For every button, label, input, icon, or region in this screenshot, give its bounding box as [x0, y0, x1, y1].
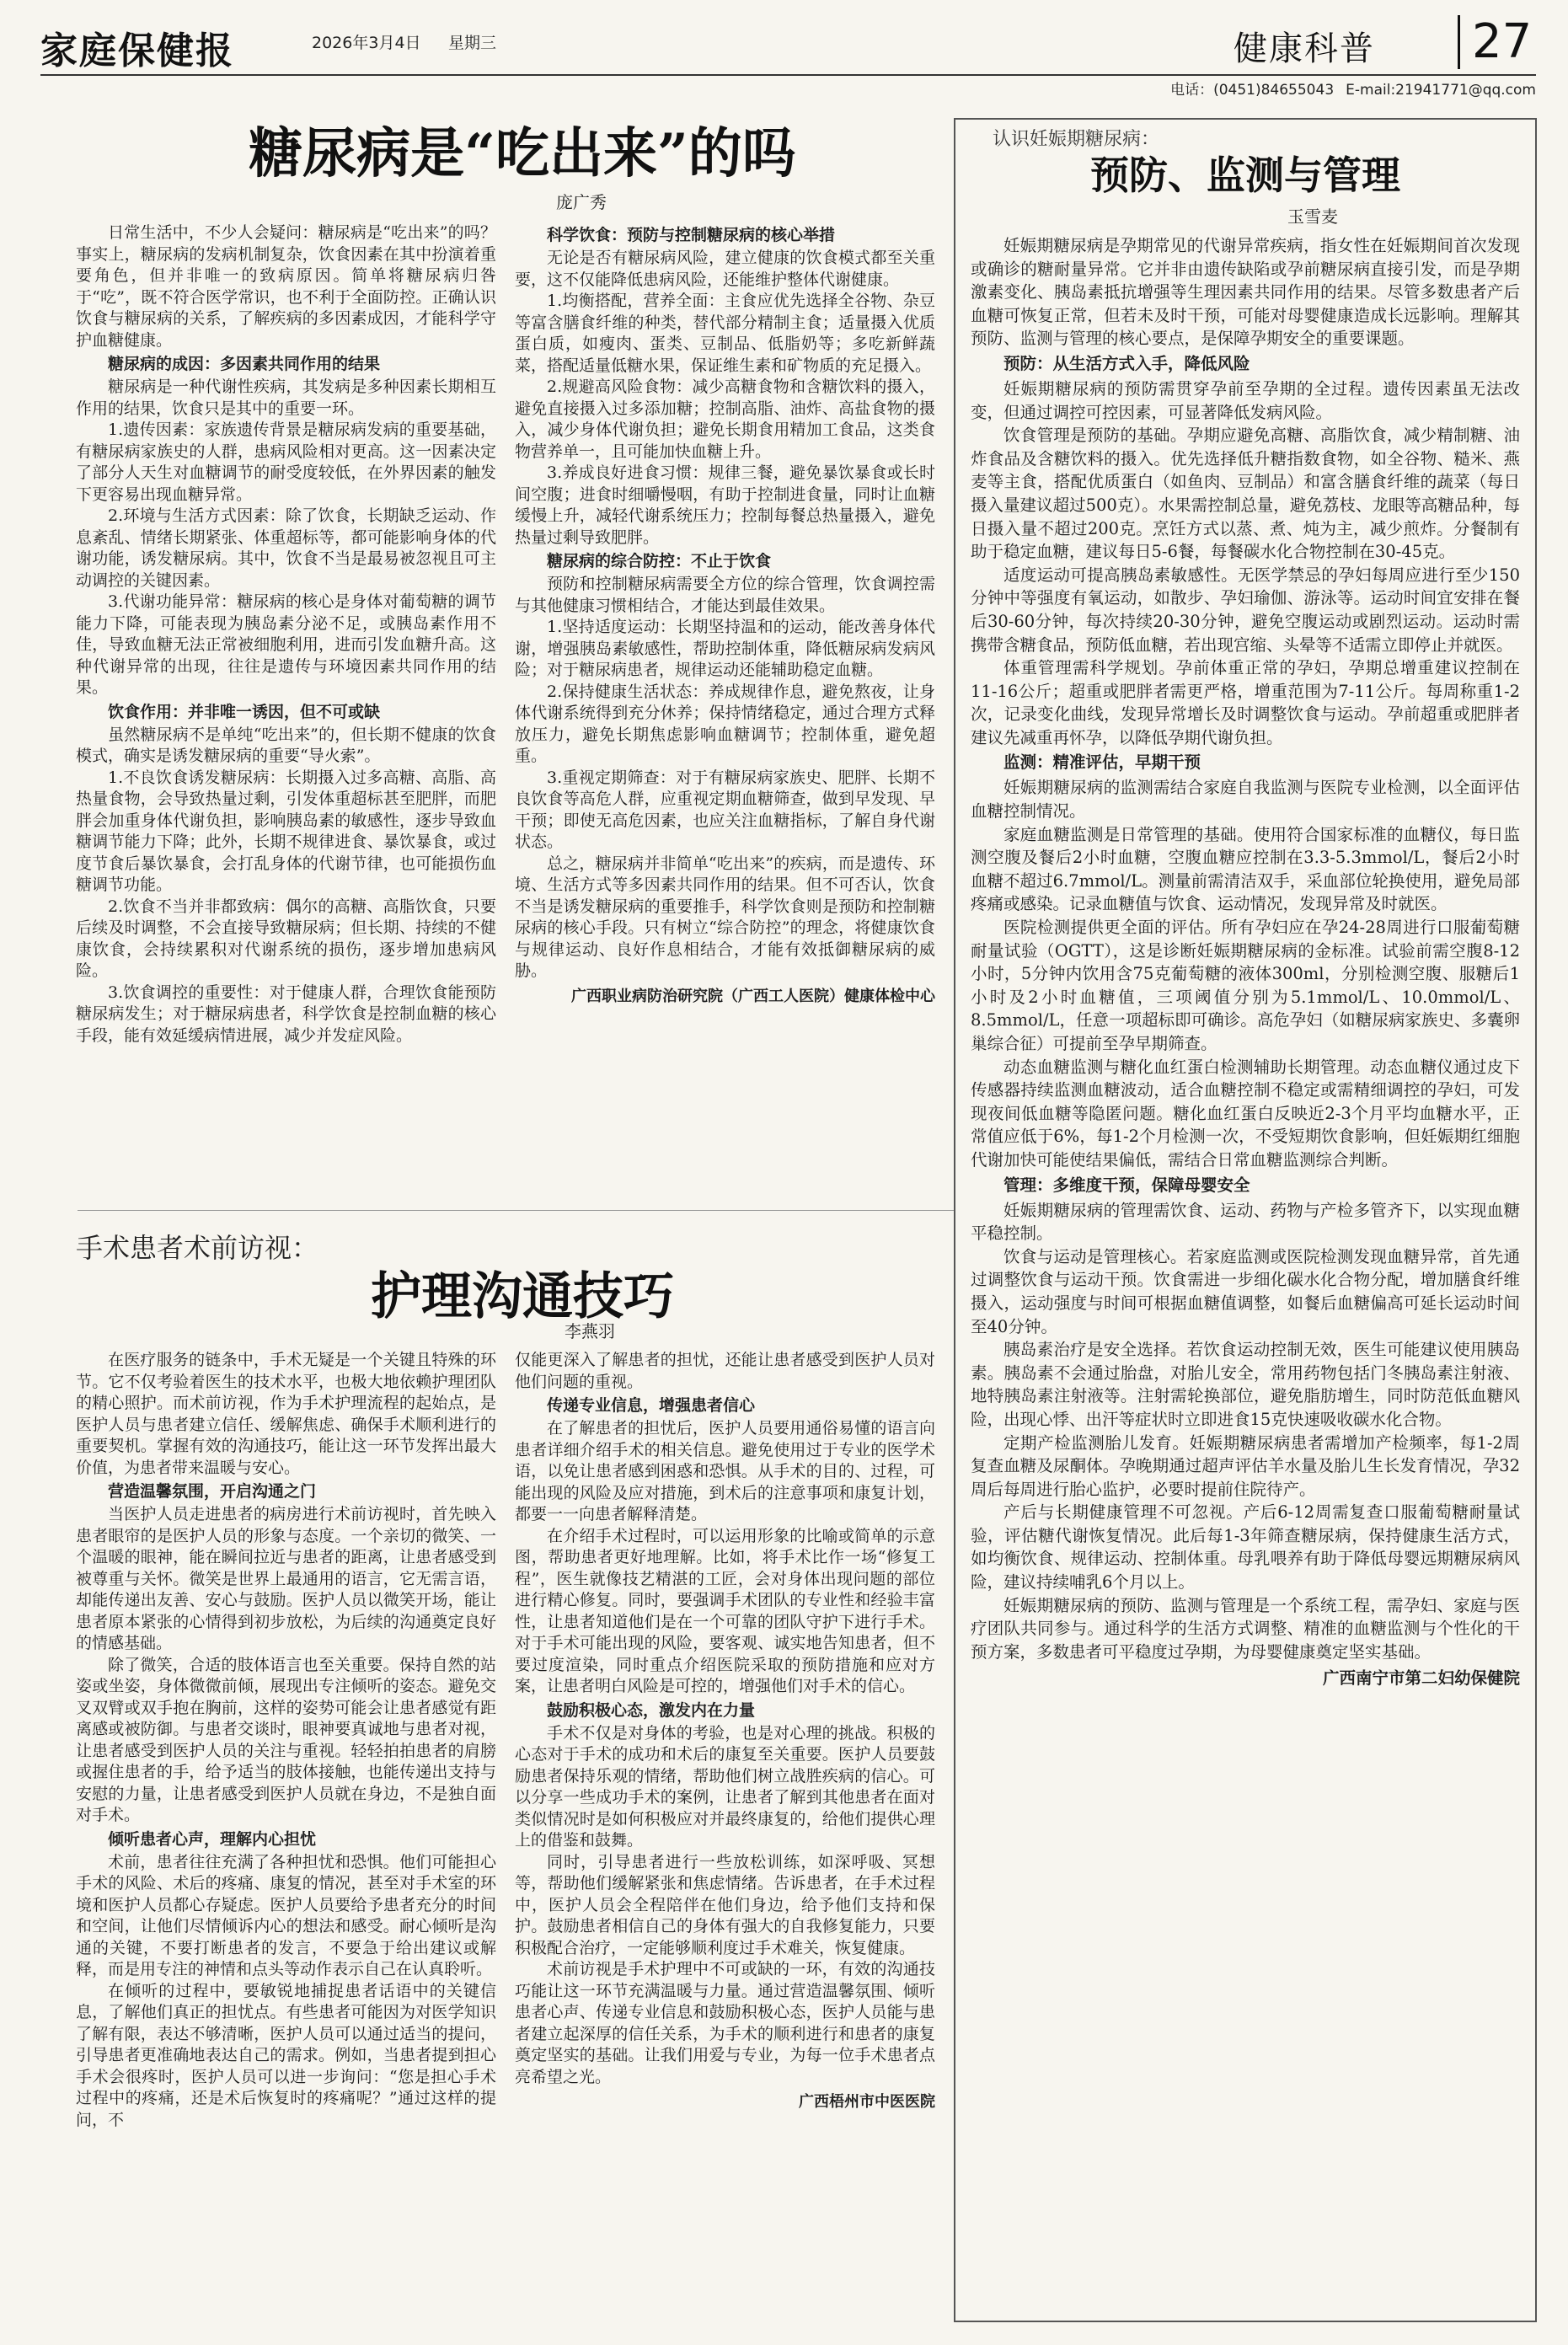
article1-title: 糖尿病是“吃出来”的吗 — [249, 122, 796, 185]
article2-signature: 广西梧州市中医医院 — [799, 2093, 935, 2111]
subheading: 饮食作用：并非唯一诱因，但不可或缺 — [108, 702, 381, 721]
masthead — [40, 14, 1536, 74]
paragraph: 2.环境与生活方式因素：除了饮食，长期缺乏运动、作息紊乱、情绪长期紧张、体重超标等，都可能影响身体的代谢功能，诱发糖尿病。其中，饮食不当是最易被忽视且可主动调控的关键因素。 — [76, 506, 496, 590]
paragraph: 在介绍手术过程时，可以运用形象的比喻或简单的示意图，帮助患者更好地理解。比如，将手术比作一场“修复工程”，医生就像技艺精湛的工匠，会对身体出现问题的部位进行精心修复。同时，要强调手术团队的专业性和经验丰富性，让患者知道他们是在一个可靠的团队守护下进行手术。对于手术可能出现的风险，要客观、诚实地告知患者，但不要过度渲染，同时重点介绍医院采取的预防措施和应对方案，让患者明白风险是可控的，增强他们对手术的信心。 — [515, 1526, 935, 1695]
subheading: 科学饮食：预防与控制糖尿病的核心举措 — [547, 226, 836, 244]
paragraph: 1.均衡搭配，营养全面：主食应优先选择全谷物、杂豆等富含膳食纤维的种类，替代部分精制主食；适量摄入优质蛋白质，如瘦肉、蛋类、豆制品、低脂奶等；多吃新鲜蔬菜，搭配适量低糖水果，保证维生素和矿物质的充足摄入。 — [515, 292, 935, 375]
article2-author: 李燕羽 — [565, 1321, 615, 1341]
contact-phone: 电话：(0451)84655043 — [1170, 82, 1335, 99]
paragraph: 术前访视是手术护理中不可或缺的一环，有效的沟通技巧能让这一环节充满温暖与力量。通过营造温馨氛围、倾听患者心声、传递专业信息和鼓励积极心态，医护人员能与患者建立起深厚的信任关系，为手术的顺利进行和患者的康复奠定坚实的基础。让我们用爱与专业，为每一位手术患者点亮希望之光。 — [515, 1960, 935, 2086]
paragraph: 体重管理需科学规划。孕前体重正常的孕妇，孕期总增重建议控制在11-16公斤；超重或肥胖者需更严格，增重范围为7-11公斤。每周称重1-2次，记录变化曲线，发现异常增长及时调整饮食与运动。孕前超重或肥胖者建议先减重再怀孕，以降低孕期代谢负担。 — [971, 658, 1520, 747]
subheading: 倾听患者心声，理解内心担忧 — [108, 1829, 317, 1849]
paragraph: 饮食与运动是管理核心。若家庭监测或医院检测发现血糖异常，首先通过调整饮食与运动干预。饮食需进一步细化碳水化合物分配，增加膳食纤维摄入，运动强度与时间可根据血糖值调整，如餐后血糖偏高可延长运动时间至40分钟。 — [971, 1246, 1520, 1336]
paragraph: 饮食管理是预防的基础。孕期应避免高糖、高脂饮食，减少精制糖、油炸食品及含糖饮料的摄入。优先选择低升糖指数食物，如全谷物、糙米、燕麦等主食，搭配优质蛋白（如鱼肉、豆制品）和富含膳食纤维的蔬菜（每日摄入量建议超过500克）。水果需控制总量，避免荔枝、龙眼等高糖品种，每日摄入量不超过200克。烹饪方式以蒸、煮、炖为主，减少煎炸。分餐制有助于稳定血糖，建议每日5-6餐，每餐碳水化合物控制在30-45克。 — [971, 426, 1520, 562]
issue-weekday: 星期三 — [448, 34, 497, 52]
contact-line — [1170, 78, 1536, 99]
paragraph: 2.饮食不当并非都致病：偶尔的高糖、高脂饮食，只要后续及时调整，不会直接导致糖尿病；但长期、持续的不健康饮食，会持续累积对代谢系统的损伤，逐步增加患病风险。 — [76, 897, 496, 980]
paragraph: 1.坚持适度运动：长期坚持温和的运动，能改善身体代谢，增强胰岛素敏感性，帮助控制体重，降低糖尿病发病风险；对于糖尿病患者，规律运动还能辅助稳定血糖。 — [515, 618, 935, 679]
paragraph: 胰岛素治疗是安全选择。若饮食运动控制无效，医生可能建议使用胰岛素。胰岛素不会通过胎盘，对胎儿安全，常用药物包括门冬胰岛素注射液、地特胰岛素注射液等。注射需轮换部位，避免脂肪增生，同时防范低血糖风险，出现心悸、出汗等症状时立即进食15克快速吸收碳水化合物。 — [971, 1340, 1520, 1429]
page-number: 27 — [1458, 15, 1532, 69]
issue-date: 2026年3月4日 — [312, 34, 421, 52]
section-name: 健康科普 — [1234, 29, 1375, 68]
paragraph: 虽然糖尿病不是单纯“吃出来”的，但长期不健康的饮食模式，确实是诱发糖尿病的重要“导火索”。 — [76, 725, 496, 765]
paragraph: 定期产检监测胎儿发育。妊娠期糖尿病患者需增加产检频率，每1-2周复查血糖及尿酮体。孕晚期通过超声评估羊水量及胎儿生长发育情况，孕32周后每周进行胎心监护，必要时提前住院待产。 — [971, 1432, 1520, 1499]
paragraph: 同时，引导患者进行一些放松训练，如深呼吸、冥想等，帮助他们缓解紧张和焦虑情绪。告诉患者，在手术过程中，医护人员会全程陪伴在他们身边，给予他们支持和保护。鼓励患者相信自己的身体有强大的自我修复能力，只要积极配合治疗，一定能够顺利度过手术难关，恢复健康。 — [515, 1852, 935, 1957]
article3-author: 玉雪麦 — [1287, 206, 1338, 227]
paragraph: 医院检测提供更全面的评估。所有孕妇应在孕24-28周进行口服葡萄糖耐量试验（OGTT），这是诊断妊娠期糖尿病的金标准。试验前需空腹8-12小时，5分钟内饮用含75克葡萄糖的液体300ml，分别检测空腹、服糖后1小时及2小时血糖值，三项阈值分别为5.1mmol/L、10.0mmol/L、8.5mmol/L，任意一项超标即可确诊。高危孕妇（如糖尿病家族史、多囊卵巢综合征）可提前至孕早期筛查。 — [971, 918, 1520, 1053]
subheading: 传递专业信息，增强患者信心 — [547, 1396, 756, 1415]
article1-column-1 — [76, 222, 496, 1200]
paragraph: 总之，糖尿病并非简单“吃出来”的疾病，而是遗传、环境、生活方式等多因素共同作用的结果。但不可否认，饮食不当是诱发糖尿病的重要推手，科学饮食则是预防和控制糖尿病的核心手段。只有树立“综合防控”的理念，将健康饮食与规律运动、良好作息相结合，才能有效抵御糖尿病的威胁。 — [515, 854, 935, 980]
subheading: 管理：多维度干预，保障母婴安全 — [1003, 1175, 1250, 1195]
article-gestational-diabetes — [954, 118, 1537, 2322]
article-divider — [78, 1210, 954, 1211]
subheading: 预防：从生活方式入手，降低风险 — [1003, 353, 1250, 373]
paragraph: 在倾听的过程中，要敏锐地捕捉患者话语中的关键信息，了解他们真正的担忧点。有些患者可能因为对医学知识了解有限，表达不够清晰，医护人员可以通过适当的提问，引导患者更准确地表达自己的需求。例如，当患者提到担心手术会很疼时，医护人员可以进一步询问：“您是担心手术过程中的疼痛，还是术后恢复时的疼痛呢？”通过这样的提问，不 — [76, 1981, 496, 2129]
paragraph: 妊娠期糖尿病的监测需结合家庭自我监测与医院专业检测，以全面评估血糖控制情况。 — [971, 778, 1520, 822]
article2-column-1 — [76, 1350, 496, 2319]
newspaper-name: 家庭保健报 — [40, 29, 234, 72]
paragraph: 3.饮食调控的重要性：对于健康人群，合理饮食能预防糖尿病发生；对于糖尿病患者，科学饮食是控制血糖的核心手段，能有效延缓病情进展，减少并发症风险。 — [76, 982, 496, 1045]
subheading: 糖尿病的综合防控：不止于饮食 — [547, 552, 772, 570]
article2-pretitle: 手术患者术前访视： — [76, 1232, 319, 1264]
paragraph: 在了解患者的担忧后，医护人员要用通俗易懂的语言向患者详细介绍手术的相关信息。避免使用过于专业的医学术语，以免让患者感到困惑和恐惧。从手术的目的、过程，可能出现的风险及应对措施，到术后的注意事项和康复计划，都要一一向患者解释清楚。 — [515, 1419, 935, 1523]
paragraph: 3.代谢功能异常：糖尿病的核心是身体对葡萄糖的调节能力下降，可能表现为胰岛素分泌不足，或胰岛素作用不佳，导致血糖无法正常被细胞利用，进而引发血糖升高。这种代谢异常的出现，往往是遗传与环境因素共同作用的结果。 — [76, 592, 496, 697]
paragraph: 无论是否有糖尿病风险，建立健康的饮食模式都至关重要，这不仅能降低患病风险，还能维护整体代谢健康。 — [515, 249, 935, 289]
article3-title: 预防、监测与管理 — [1090, 153, 1400, 198]
article2-title: 护理沟通技巧 — [371, 1267, 674, 1326]
article-preop-visit — [76, 1227, 969, 2322]
paragraph: 1.遗传因素：家族遗传背景是糖尿病发病的重要基础，有糖尿病家族史的人群，患病风险相对更高。这一因素决定了部分人天生对血糖调节的耐受度较低，在外界因素的触发下更容易出现血糖异常。 — [76, 420, 496, 504]
paragraph: 妊娠期糖尿病的管理需饮食、运动、药物与产检多管齐下，以实现血糖平稳控制。 — [971, 1200, 1520, 1244]
paragraph: 2.规避高风险食物：减少高糖食物和含糖饮料的摄入，避免直接摄入过多添加糖；控制高脂、油炸、高盐食物的摄入，减少身体代谢负担；避免长期食用精加工食品，这类食物营养单一，且可能加快血糖上升。 — [515, 377, 935, 461]
paragraph: 2.保持健康生活状态：养成规律作息，避免熬夜，让身体代谢系统得到充分休养；保持情绪稳定，通过合理方式释放压力，避免长期焦虑影响血糖调节；控制体重，避免超重。 — [515, 682, 935, 765]
paragraph: 日常生活中，不少人会疑问：糖尿病是“吃出来”的吗？事实上，糖尿病的发病机制复杂，饮食因素在其中扮演着重要角色，但并非唯一的致病原因。简单将糖尿病归咎于“吃”，既不符合医学常识，也不利于全面防控。正确认识饮食与糖尿病的关系，了解疾病的多因素成因，才能科学守护血糖健康。 — [76, 223, 496, 350]
article-diabetes — [76, 118, 969, 1205]
subheading: 糖尿病的成因：多因素共同作用的结果 — [108, 355, 381, 373]
paragraph: 动态血糖监测与糖化血红蛋白检测辅助长期管理。动态血糖仪通过皮下传感器持续监测血糖波动，适合血糖控制不稳定或需精细调控的孕妇，可发现夜间低血糖等隐匿问题。糖化血红蛋白反映近2-3个月平均血糖水平，正常值应低于6%，每1-2个月检测一次，不受短期饮食影响，但妊娠期红细胞代谢加快可能使结果偏低，需结合日常血糖监测综合判断。 — [971, 1057, 1520, 1170]
paragraph: 手术不仅是对身体的考验，也是对心理的挑战。积极的心态对于手术的成功和术后的康复至关重要。医护人员要鼓励患者保持乐观的情绪，帮助他们树立战胜疾病的信心。可以分享一些成功手术的案例，让患者了解到其他患者在面对类似情况时是如何积极应对并最终康复的，给他们提供心理上的借鉴和鼓舞。 — [515, 1723, 935, 1850]
article1-author: 庞广秀 — [556, 192, 607, 212]
paragraph: 3.重视定期筛查：对于有糖尿病家族史、肥胖、长期不良饮食等高危人群，应重视定期血糖筛查，做到早发现、早干预；即使无高危因素，也应关注血糖指标，了解自身代谢状态。 — [515, 768, 935, 851]
masthead-rule — [40, 74, 1536, 76]
subheading: 鼓励积极心态，激发内在力量 — [547, 1700, 756, 1720]
paragraph: 妊娠期糖尿病的预防、监测与管理是一个系统工程，需孕妇、家庭与医疗团队共同参与。通过科学的生活方式调整、精准的血糖监测与个性化的干预方案，多数患者可平稳度过孕期，为母婴健康奠定坚实基础。 — [971, 1595, 1520, 1662]
subheading: 营造温馨氛围，开启沟通之门 — [108, 1482, 317, 1501]
article3-pretitle: 认识妊娠期糖尿病： — [993, 129, 1160, 150]
article1-signature: 广西职业病防治研究院（广西工人医院）健康体检中心 — [571, 987, 935, 1005]
paragraph: 妊娠期糖尿病是孕期常见的代谢异常疾病，指女性在妊娠期间首次发现或确诊的糖耐量异常。它并非由遗传缺陷或孕前糖尿病直接引发，而是孕期激素变化、胰岛素抵抗增强等生理因素共同作用的结果。尽管多数患者产后血糖可恢复正常，但若未及时干预，可能对母婴健康造成长远影响。理解其预防、监测与管理的核心要点，是保障孕期安全的重要课题。 — [971, 236, 1520, 349]
contact-email: E-mail:21941771@qq.com — [1346, 82, 1536, 99]
paragraph: 在医疗服务的链条中，手术无疑是一个关键且特殊的环节。它不仅考验着医生的技术水平，也极大地依赖护理团队的精心照护。而术前访视，作为手术护理流程的起始点，是医护人员与患者建立信任、缓解焦虑、确保手术顺利进行的重要契机。掌握有效的沟通技巧，能让这一环节发挥出最大价值，为患者带来温暖与安心。 — [76, 1351, 496, 1477]
article1-column-2 — [515, 222, 935, 1200]
paragraph: 家庭血糖监测是日常管理的基础。使用符合国家标准的血糖仪，每日监测空腹及餐后2小时血糖，空腹血糖应控制在3.3-5.3mmol/L，餐后2小时血糖不超过6.7mmol/L。测量前需清洁双手，采血部位轮换使用，避免局部疼痛或感染。记录血糖值与饮食、运动情况，发现异常及时就医。 — [971, 824, 1520, 914]
paragraph: 产后与长期健康管理不可忽视。产后6-12周需复查口服葡萄糖耐量试验，评估糖代谢恢复情况。此后每1-3年筛查糖尿病，保持健康生活方式，如均衡饮食、规律运动、控制体重。母乳喂养有助于降低母婴远期糖尿病风险，建议持续哺乳6个月以上。 — [971, 1502, 1520, 1593]
paragraph: 除了微笑，合适的肢体语言也至关重要。保持自然的站姿或坐姿，身体微微前倾，展现出专注倾听的姿态。避免交叉双臂或双手抱在胸前，这样的姿势可能会让患者感觉有距离感或被防御。与患者交谈时，眼神要真诚地与患者对视，让患者感受到医护人员的关注与重视。轻轻拍拍患者的肩膀或握住患者的手，给予适当的肢体接触，也能传递出支持与安慰的力量，让患者感受到医护人员就在身边，不是独自面对手术。 — [76, 1655, 496, 1824]
paragraph: 糖尿病是一种代谢性疾病，其发病是多种因素长期相互作用的结果，饮食只是其中的重要一环。 — [76, 377, 496, 418]
article1-body — [76, 222, 935, 1200]
article2-column-2 — [515, 1350, 935, 2319]
paragraph: 妊娠期糖尿病的预防需贯穿孕前至孕期的全过程。遗传因素虽无法改变，但通过调控可控因素，可显著降低发病风险。 — [971, 378, 1520, 422]
paragraph: 当医护人员走进患者的病房进行术前访视时，首先映入患者眼帘的是医护人员的形象与态度。一个亲切的微笑、一个温暖的眼神，能在瞬间拉近与患者的距离，让患者感受到被尊重与关怀。微笑是世界上最通用的语言，它无需言语，却能传递出友善、安心与鼓励。医护人员以微笑开场，能让患者原本紧张的心情得到初步放松，为后续的沟通奠定良好的情感基础。 — [76, 1505, 496, 1652]
paragraph: 仅能更深入了解患者的担忧，还能让患者感受到医护人员对他们问题的重视。 — [515, 1351, 935, 1391]
article3-signature: 广西南宁市第二妇幼保健院 — [1322, 1668, 1520, 1689]
subheading: 监测：精准评估，早期干预 — [1003, 752, 1201, 773]
paragraph: 1.不良饮食诱发糖尿病：长期摄入过多高糖、高脂、高热量食物，会导致热量过剩，引发体重超标甚至肥胖，而肥胖会加重身体代谢负担，影响胰岛素的敏感性，逐步导致血糖调节能力下降；此外，长期不规律进食、暴饮暴食，或过度节食后暴饮暴食，会打乱身体的代谢节律，也可能损伤血糖调节功能。 — [76, 768, 496, 894]
article2-body — [76, 1350, 935, 2319]
article3-body — [971, 234, 1520, 2324]
paragraph: 预防和控制糖尿病需要全方位的综合管理，饮食调控需与其他健康习惯相结合，才能达到最佳效果。 — [515, 575, 935, 615]
paragraph: 术前，患者往往充满了各种担忧和恐惧。他们可能担心手术的风险、术后的疼痛、康复的情况，甚至对手术室的环境和医护人员都心存疑虑。医护人员要给予患者充分的时间和空间，让他们尽情倾诉内心的想法和感受。耐心倾听是沟通的关键，不要打断患者的发言，不要急于给出建议或解释，而是用专注的神情和点头等动作表示自己在认真聆听。 — [76, 1852, 496, 1978]
paragraph: 3.养成良好进食习惯：规律三餐，避免暴饮暴食或长时间空腹；进食时细嚼慢咽，有助于控制进食量，同时让血糖缓慢上升，减轻代谢系统压力；控制每餐总热量摄入，避免热量过剩导致肥胖。 — [515, 463, 935, 547]
paragraph: 适度运动可提高胰岛素敏感性。无医学禁忌的孕妇每周应进行至少150分钟中等强度有氧运动，如散步、孕妇瑜伽、游泳等。运动时间宜安排在餐后30-60分钟，每次持续20-30分钟，避免空腹运动或剧烈运动。运动时需携带含糖食品，预防低血糖，若出现宫缩、头晕等不适需立即停止并就医。 — [971, 565, 1520, 655]
